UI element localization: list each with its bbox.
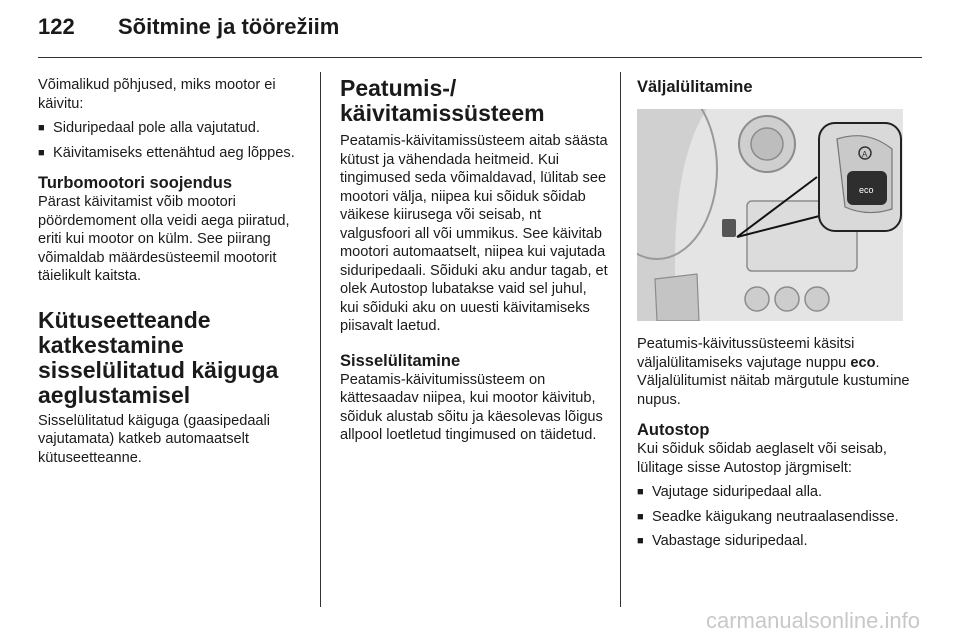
cause-list xyxy=(38,119,308,162)
switch-off-text xyxy=(637,335,923,409)
list-item: ■ Siduripedaal pole alla vajutatud. xyxy=(38,119,308,138)
page-header xyxy=(38,14,339,54)
autostop-heading: Autostop xyxy=(637,421,710,439)
switch-on-heading: Sisselülitamine xyxy=(340,351,461,370)
watermark: carmanualsonline.info xyxy=(705,608,920,633)
list-item: ■ Vajutage siduripedaal alla. xyxy=(637,483,923,502)
intro-text: Võimalikud põhjused, miks mootor ei käivitu: xyxy=(38,77,276,112)
column-1 xyxy=(38,76,308,467)
eco-keyword: eco xyxy=(850,354,876,371)
svg-text:A: A xyxy=(862,150,868,159)
header-rule xyxy=(38,57,922,58)
stop-start-text: Peatamis-käivitamissüsteem aitab säästa kütust ja vähendada heitmeid. Kui tingimused seda võimaldavad, lülitab see mootori välja, niipea kui sõiduk sõidab väikese kiirusega või seisab, nt valgusfoori all või ummikus. See käivitab mootori automaatselt, niipea kui vajutada siduripedaali. Sõiduki aku andur tagab, et olek Autostop lubatakse vaid sel juhul, kui sõiduki aku on uuesti käivitamiseks piisavalt laetud. xyxy=(340,133,608,334)
turbo-text: Pärast käivitamist võib mootori pöördemoment olla veidi aega piiratud, eriti kui mootor on külm. See piirang võimaldab määrdesüsteemil mootorit täielikult kaitsta. xyxy=(38,194,290,284)
column-divider-2 xyxy=(620,72,621,607)
fuel-cutoff-text: Sisselülitatud käiguga (gaasipedaali vajutamata) katkeb automaatselt kütuseetteanne. xyxy=(38,412,271,466)
eco-label: eco xyxy=(859,185,874,195)
dashboard-drawing xyxy=(637,109,903,321)
list-item: ■ Seadke käigukang neutraalasendisse. xyxy=(637,508,923,527)
switch-off-text-part2: . Väljalülitumist näitab märgutule kustumine nupus. xyxy=(637,354,910,408)
page-number: 122 xyxy=(38,14,75,39)
stop-start-heading: Peatumis-/ käivitamissüsteem xyxy=(340,75,545,126)
column-2 xyxy=(340,76,608,445)
dashboard-illustration xyxy=(637,109,903,321)
switch-off-heading: Väljalülitamine xyxy=(637,78,753,96)
autostop-list xyxy=(637,483,923,551)
column-divider-1 xyxy=(320,72,321,607)
list-item: ■ Käivitamiseks ettenähtud aeg lõppes. xyxy=(38,144,308,163)
autostop-text: Kui sõiduk sõidab aeglaselt või seisab, lülitage sisse Autostop järgmiselt: xyxy=(637,441,887,476)
list-item: ■ Vabastage siduripedaal. xyxy=(637,532,923,551)
switch-on-text: Peatamis-käivitumissüsteem on kättesaadav niipea, kui mootor käivitub, sõiduk alustab sõitu ja käesolevas lõigus allpool loetletud tingimused on täidetud. xyxy=(340,371,603,443)
switch-off-text-part1: Peatumis-käivitussüsteemi käsitsi väljalülitamiseks vajutage nuppu xyxy=(637,336,855,371)
page-title: Sõitmine ja töörežiim xyxy=(118,14,340,39)
fuel-cutoff-heading: Kütuseetteande katkestamine sisselülitatud käiguga aeglustamisel xyxy=(38,306,279,408)
turbo-heading: Turbomootori soojendus xyxy=(38,174,233,192)
column-3 xyxy=(637,76,923,557)
